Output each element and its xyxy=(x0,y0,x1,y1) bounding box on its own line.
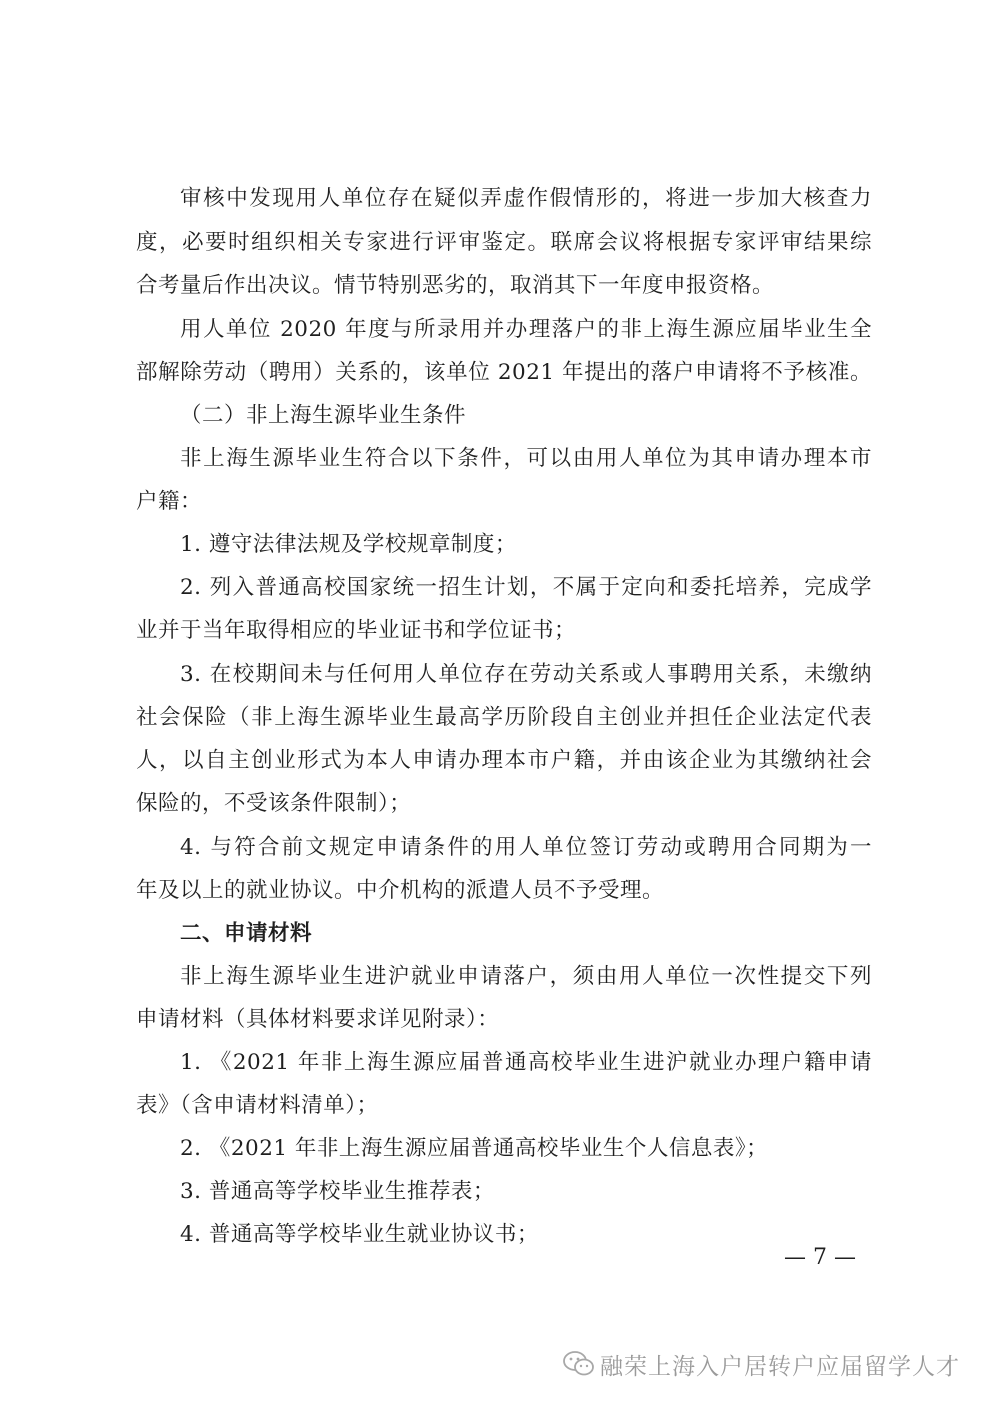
section-heading: 二、申请材料 xyxy=(180,921,313,946)
material-3: 3. 普通高等学校毕业生推荐表； xyxy=(180,1179,495,1204)
paragraph-0-line-1: 度，必要时组织相关专家进行评审鉴定。联席会议将根据专家评审结果综 xyxy=(136,230,872,255)
paragraph-1-line-0: 用人单位 2020 年度与所录用并办理落户的非上海生源应届毕业生全 xyxy=(180,317,872,342)
condition-3-line-3: 保险的，不受该条件限制）； xyxy=(136,791,412,816)
paragraph-0-line-2: 合考量后作出决议。情节特别恶劣的，取消其下一年度申报资格。 xyxy=(136,273,775,298)
condition-4-line-0: 4. 与符合前文规定申请条件的用人单位签订劳动或聘用合同期为一 xyxy=(180,835,872,860)
wechat-icon xyxy=(562,1350,596,1378)
condition-3-line-1: 社会保险（非上海生源毕业生最高学历阶段自主创业并担任企业法定代表 xyxy=(136,705,872,730)
material-1-line-1: 表》（含申请材料清单）； xyxy=(136,1093,379,1118)
paragraph-3-line-1: 户籍： xyxy=(136,489,203,514)
condition-1: 1. 遵守法律法规及学校规章制度； xyxy=(180,532,517,557)
paragraph-9-line-0: 非上海生源毕业生进沪就业申请落户，须由用人单位一次性提交下列 xyxy=(180,964,872,989)
paragraph-9-line-1: 申请材料（具体材料要求详见附录）： xyxy=(136,1007,500,1032)
condition-2-line-1: 业并于当年取得相应的毕业证书和学位证书； xyxy=(136,618,577,643)
paragraph-3-line-0: 非上海生源毕业生符合以下条件，可以由用人单位为其申请办理本市 xyxy=(180,446,872,471)
condition-3-line-2: 人，以自主创业形式为本人申请办理本市户籍，并由该企业为其缴纳社会 xyxy=(136,748,872,773)
section-subheading: （二）非上海生源毕业生条件 xyxy=(180,403,467,428)
material-1-line-0: 1. 《2021 年非上海生源应届普通高校毕业生进沪就业办理户籍申请 xyxy=(180,1050,872,1075)
page-number: — 7 — xyxy=(784,1245,856,1270)
watermark xyxy=(562,1346,982,1382)
material-2: 2. 《2021 年非上海生源应届普通高校毕业生个人信息表》； xyxy=(180,1136,769,1161)
condition-3-line-0: 3. 在校期间未与任何用人单位存在劳动关系或人事聘用关系，未缴纳 xyxy=(180,662,872,687)
paragraph-1-line-1: 部解除劳动（聘用）关系的，该单位 2021 年提出的落户申请将不予核准。 xyxy=(136,360,872,385)
condition-4-line-1: 年及以上的就业协议。中介机构的派遣人员不予受理。 xyxy=(136,878,665,903)
watermark-text: 融荣上海入户居转户应届留学人才 xyxy=(600,1353,960,1380)
condition-2-line-0: 2. 列入普通高校国家统一招生计划，不属于定向和委托培养，完成学 xyxy=(180,575,872,600)
material-4: 4. 普通高等学校毕业生就业协议书； xyxy=(180,1222,539,1247)
paragraph-0-line-0: 审核中发现用人单位存在疑似弄虚作假情形的，将进一步加大核查力 xyxy=(180,186,872,211)
